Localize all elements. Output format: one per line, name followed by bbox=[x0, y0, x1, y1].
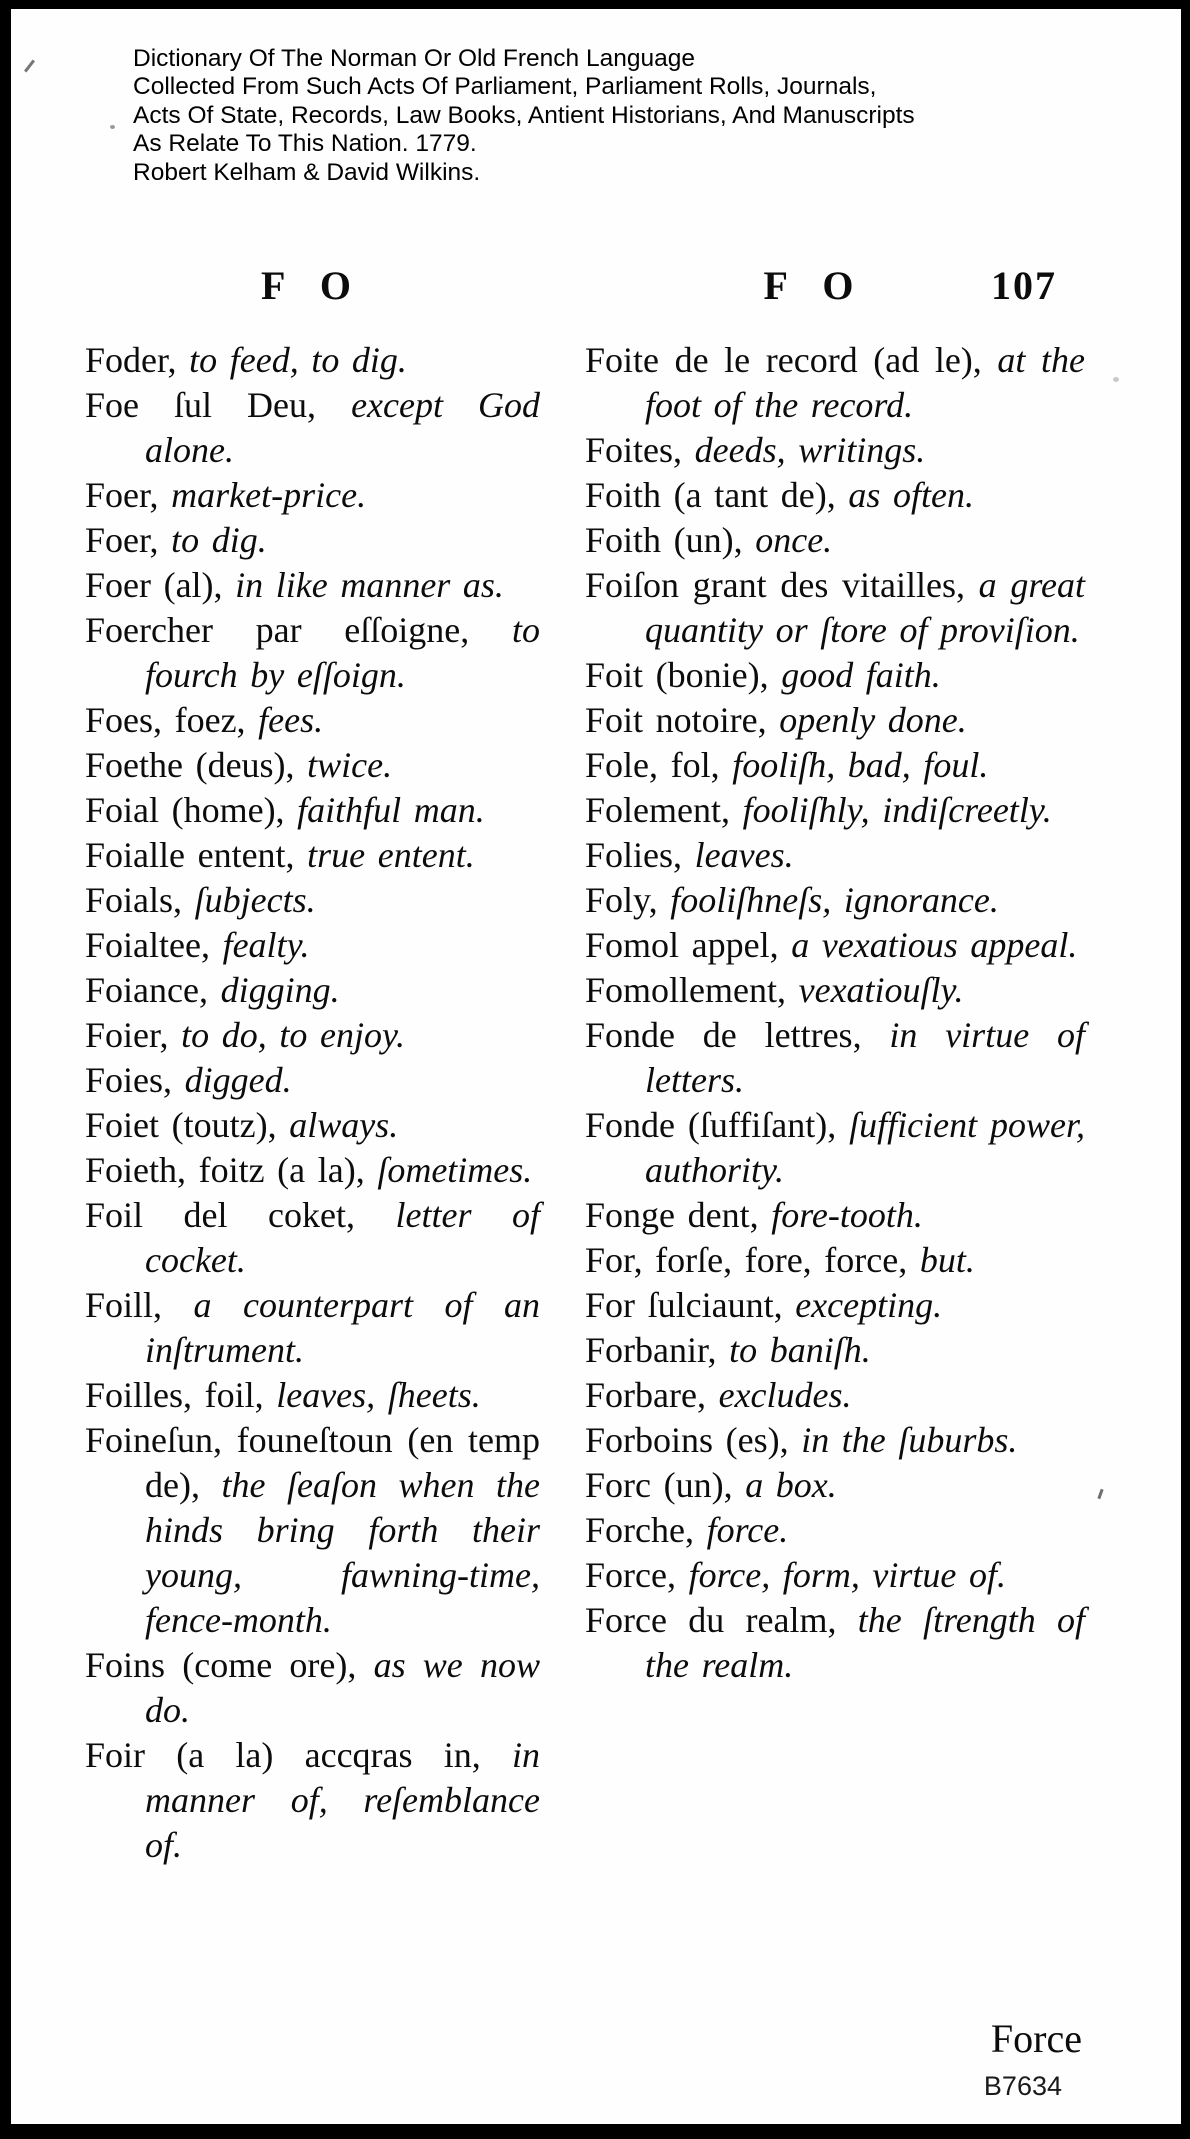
dictionary-entry bbox=[85, 1283, 540, 1373]
entry-gloss: to baniſh. bbox=[729, 1330, 871, 1370]
entry-term: Fonge dent, bbox=[585, 1195, 759, 1235]
entry-gloss: good faith. bbox=[781, 655, 941, 695]
dictionary-entry bbox=[85, 1193, 540, 1283]
entry-gloss: in manner of, reſemblance of. bbox=[145, 1735, 540, 1865]
dictionary-entry bbox=[85, 1733, 540, 1868]
entry-gloss: except God alone. bbox=[145, 385, 540, 470]
entry-gloss: excludes. bbox=[718, 1375, 852, 1415]
entry-term: Foill, bbox=[85, 1285, 163, 1325]
entry-term: Foialtee, bbox=[85, 925, 210, 965]
entry-gloss: the ſtrength of the realm. bbox=[645, 1600, 1086, 1685]
entry-term: Fole, fol, bbox=[585, 745, 720, 785]
entry-gloss: in virtue of letters. bbox=[645, 1015, 1085, 1100]
dictionary-entry bbox=[85, 833, 540, 878]
dictionary-entry bbox=[85, 473, 540, 518]
entry-term: Foiſon grant des vitailles, bbox=[585, 565, 965, 605]
entry-term: Foercher par eſſoigne, bbox=[85, 610, 470, 650]
entry-term: Fonde de lettres, bbox=[585, 1015, 862, 1055]
entry-gloss: ſufficient power, authority. bbox=[645, 1105, 1085, 1190]
right-column-heading bbox=[585, 263, 1085, 308]
caption bbox=[133, 45, 915, 187]
entry-gloss: the ſeaſon when the hinds bring forth their young, fawning-time, fence-month. bbox=[145, 1465, 540, 1640]
entry-term: Forc (un), bbox=[585, 1465, 733, 1505]
entry-gloss: a box. bbox=[745, 1465, 837, 1505]
entry-term: Foins (come ore), bbox=[85, 1645, 357, 1685]
entry-term: Fomol appel, bbox=[585, 925, 779, 965]
dictionary-entry bbox=[85, 1373, 540, 1418]
scan-speck bbox=[24, 60, 35, 73]
dictionary-entry bbox=[585, 1238, 1085, 1283]
dictionary-entry bbox=[85, 1013, 540, 1058]
running-head: F O bbox=[260, 263, 365, 308]
entry-gloss: a vexatious appeal. bbox=[791, 925, 1078, 965]
dictionary-entry bbox=[85, 923, 540, 968]
entry-term: Foer, bbox=[85, 520, 159, 560]
entry-term: Forboins (es), bbox=[585, 1420, 789, 1460]
entry-gloss: fooliſhly, indiſcreetly. bbox=[742, 790, 1052, 830]
dictionary-entry bbox=[585, 1373, 1085, 1418]
entry-gloss: always. bbox=[289, 1105, 399, 1145]
dictionary-entry bbox=[585, 428, 1085, 473]
entry-gloss: leaves. bbox=[694, 835, 794, 875]
dictionary-entry bbox=[585, 518, 1085, 563]
entry-gloss: faithful man. bbox=[297, 790, 485, 830]
entry-term: Foir (a la) accqras in, bbox=[85, 1735, 481, 1775]
dictionary-entry bbox=[585, 788, 1085, 833]
entry-term: Force, bbox=[585, 1555, 676, 1595]
entry-term: Foil del coket, bbox=[85, 1195, 355, 1235]
entry-term: For, forſe, fore, force, bbox=[585, 1240, 908, 1280]
entry-gloss: excepting. bbox=[795, 1285, 943, 1325]
entry-gloss: letter of cocket. bbox=[145, 1195, 541, 1280]
caption-line: As Relate To This Nation. 1779. bbox=[133, 130, 477, 158]
entry-term: Foit notoire, bbox=[585, 700, 767, 740]
entry-gloss: digged. bbox=[184, 1060, 292, 1100]
entry-term: Force du realm, bbox=[585, 1600, 837, 1640]
entry-term: Foes, foez, bbox=[85, 700, 246, 740]
scan-speck bbox=[1097, 1489, 1103, 1499]
entry-gloss: in like manner as. bbox=[235, 565, 504, 605]
entry-gloss: in the ſuburbs. bbox=[801, 1420, 1018, 1460]
entry-term: Foialle entent, bbox=[85, 835, 295, 875]
entry-gloss: as we now do. bbox=[145, 1645, 541, 1730]
entry-term: Fonde (ſuffiſant), bbox=[585, 1105, 837, 1145]
dictionary-entry bbox=[585, 653, 1085, 698]
dictionary-columns bbox=[85, 263, 1085, 1868]
entry-gloss: to feed, to dig. bbox=[189, 340, 407, 380]
entry-gloss: at the foot of the record. bbox=[645, 340, 1085, 425]
page-number: 107 bbox=[991, 263, 1057, 308]
dictionary-entry bbox=[585, 833, 1085, 878]
entry-term: Foe ſul Deu, bbox=[85, 385, 317, 425]
dictionary-entry bbox=[85, 383, 540, 473]
dictionary-entry bbox=[585, 698, 1085, 743]
entry-term: Foial (home), bbox=[85, 790, 285, 830]
entry-term: For ſulciaunt, bbox=[585, 1285, 783, 1325]
caption-line: Acts Of State, Records, Law Books, Antient Historians, And Manuscripts bbox=[133, 101, 915, 129]
scan-id-label: B7634 bbox=[983, 2071, 1062, 2101]
caption-line: Collected From Such Acts Of Parliament, Parliament Rolls, Journals, bbox=[133, 73, 877, 101]
entry-term: Foith (a tant de), bbox=[585, 475, 836, 515]
dictionary-entry bbox=[85, 878, 540, 923]
entry-term: Foite de le record (ad le), bbox=[585, 340, 982, 380]
dictionary-entry bbox=[585, 1193, 1085, 1238]
entry-gloss: fore-tooth. bbox=[771, 1195, 923, 1235]
dictionary-entry bbox=[585, 1013, 1085, 1103]
entry-term: Foit (bonie), bbox=[585, 655, 769, 695]
dictionary-entry bbox=[585, 923, 1085, 968]
entry-gloss: fealty. bbox=[222, 925, 310, 965]
entry-gloss: digging. bbox=[220, 970, 340, 1010]
dictionary-entry bbox=[85, 518, 540, 563]
entry-term: Foieth, foitz (a la), bbox=[85, 1150, 365, 1190]
dictionary-entry bbox=[585, 1418, 1085, 1463]
entry-gloss: to do, to enjoy. bbox=[181, 1015, 405, 1055]
entry-term: Foer (al), bbox=[85, 565, 223, 605]
entry-term: Forbare, bbox=[585, 1375, 706, 1415]
dictionary-entry bbox=[585, 968, 1085, 1013]
dictionary-entry bbox=[85, 698, 540, 743]
entry-term: Foineſun, founeſtoun (en temp de), bbox=[85, 1420, 540, 1505]
entry-gloss: force. bbox=[706, 1510, 789, 1550]
entry-term: Foethe (deus), bbox=[85, 745, 295, 785]
entry-term: Foials, bbox=[85, 880, 183, 920]
caption-line: Robert Kelham & David Wilkins. bbox=[133, 158, 481, 186]
entry-gloss: fooliſh, bad, foul. bbox=[732, 745, 989, 785]
dictionary-entry bbox=[585, 1508, 1085, 1553]
dictionary-entry bbox=[585, 1463, 1085, 1508]
entry-gloss: true entent. bbox=[307, 835, 475, 875]
entry-gloss: a great quantity or ſtore of proviſion. bbox=[645, 565, 1085, 650]
dictionary-entry bbox=[585, 1328, 1085, 1373]
entry-gloss: to fourch by eſſoign. bbox=[145, 610, 540, 695]
entry-term: Foiance, bbox=[85, 970, 208, 1010]
entry-gloss: market-price. bbox=[171, 475, 367, 515]
entry-gloss: a counterpart of an inſtrument. bbox=[145, 1285, 540, 1370]
dictionary-entry bbox=[85, 1643, 540, 1733]
dictionary-entry bbox=[585, 473, 1085, 518]
dictionary-entry bbox=[85, 1058, 540, 1103]
entry-term: Foly, bbox=[585, 880, 658, 920]
entry-gloss: once. bbox=[755, 520, 833, 560]
entry-term: Fomollement, bbox=[585, 970, 786, 1010]
dictionary-entry bbox=[585, 743, 1085, 788]
dictionary-entry bbox=[585, 338, 1085, 428]
entry-term: Foier, bbox=[85, 1015, 169, 1055]
entry-gloss: ſubjects. bbox=[194, 880, 316, 920]
dictionary-entry bbox=[85, 563, 540, 608]
dictionary-entry bbox=[85, 1418, 540, 1643]
entry-gloss: leaves, ſheets. bbox=[276, 1375, 481, 1415]
dictionary-entry bbox=[585, 1103, 1085, 1193]
scan-speck bbox=[110, 125, 115, 129]
dictionary-entry bbox=[85, 968, 540, 1013]
dictionary-entry bbox=[85, 788, 540, 833]
dictionary-entry bbox=[85, 338, 540, 383]
entry-gloss: vexatiouſly. bbox=[798, 970, 964, 1010]
catchword: Force bbox=[990, 2016, 1082, 2061]
entry-term: Folies, bbox=[585, 835, 683, 875]
caption-line: Dictionary Of The Norman Or Old French Language bbox=[133, 45, 695, 72]
entry-term: Folement, bbox=[585, 790, 730, 830]
dictionary-entry bbox=[85, 1103, 540, 1148]
entry-term: Foith (un), bbox=[585, 520, 743, 560]
entry-term: Forbanir, bbox=[585, 1330, 717, 1370]
entry-gloss: fooliſhneſs, ignorance. bbox=[670, 880, 999, 920]
dictionary-entry bbox=[85, 1148, 540, 1193]
dictionary-entry bbox=[85, 743, 540, 788]
entry-term: Forche, bbox=[585, 1510, 694, 1550]
dictionary-entry bbox=[585, 878, 1085, 923]
entry-term: Foies, bbox=[85, 1060, 173, 1100]
scan-speck bbox=[1113, 377, 1119, 382]
entry-term: Foder, bbox=[85, 340, 177, 380]
dictionary-entry bbox=[585, 1283, 1085, 1328]
entry-term: Foilles, foil, bbox=[85, 1375, 264, 1415]
entry-gloss: twice. bbox=[307, 745, 393, 785]
entry-gloss: ſometimes. bbox=[377, 1150, 533, 1190]
entry-term: Foiet (toutz), bbox=[85, 1105, 277, 1145]
running-head: F O bbox=[763, 263, 867, 308]
entry-gloss: as often. bbox=[848, 475, 974, 515]
dictionary-entry bbox=[585, 563, 1085, 653]
right-column bbox=[585, 263, 1085, 1868]
entry-gloss: force, form, virtue of. bbox=[688, 1555, 1006, 1595]
left-column bbox=[85, 263, 540, 1868]
dictionary-entry bbox=[85, 608, 540, 698]
entry-gloss: openly done. bbox=[779, 700, 967, 740]
entry-gloss: deeds, writings. bbox=[694, 430, 926, 470]
dictionary-entry bbox=[585, 1553, 1085, 1598]
left-column-heading bbox=[85, 263, 540, 308]
entry-gloss: but. bbox=[919, 1240, 975, 1280]
entry-gloss: fees. bbox=[258, 700, 324, 740]
entry-gloss: to dig. bbox=[171, 520, 267, 560]
entry-term: Foer, bbox=[85, 475, 159, 515]
dictionary-entry bbox=[585, 1598, 1085, 1688]
entry-term: Foites, bbox=[585, 430, 683, 470]
